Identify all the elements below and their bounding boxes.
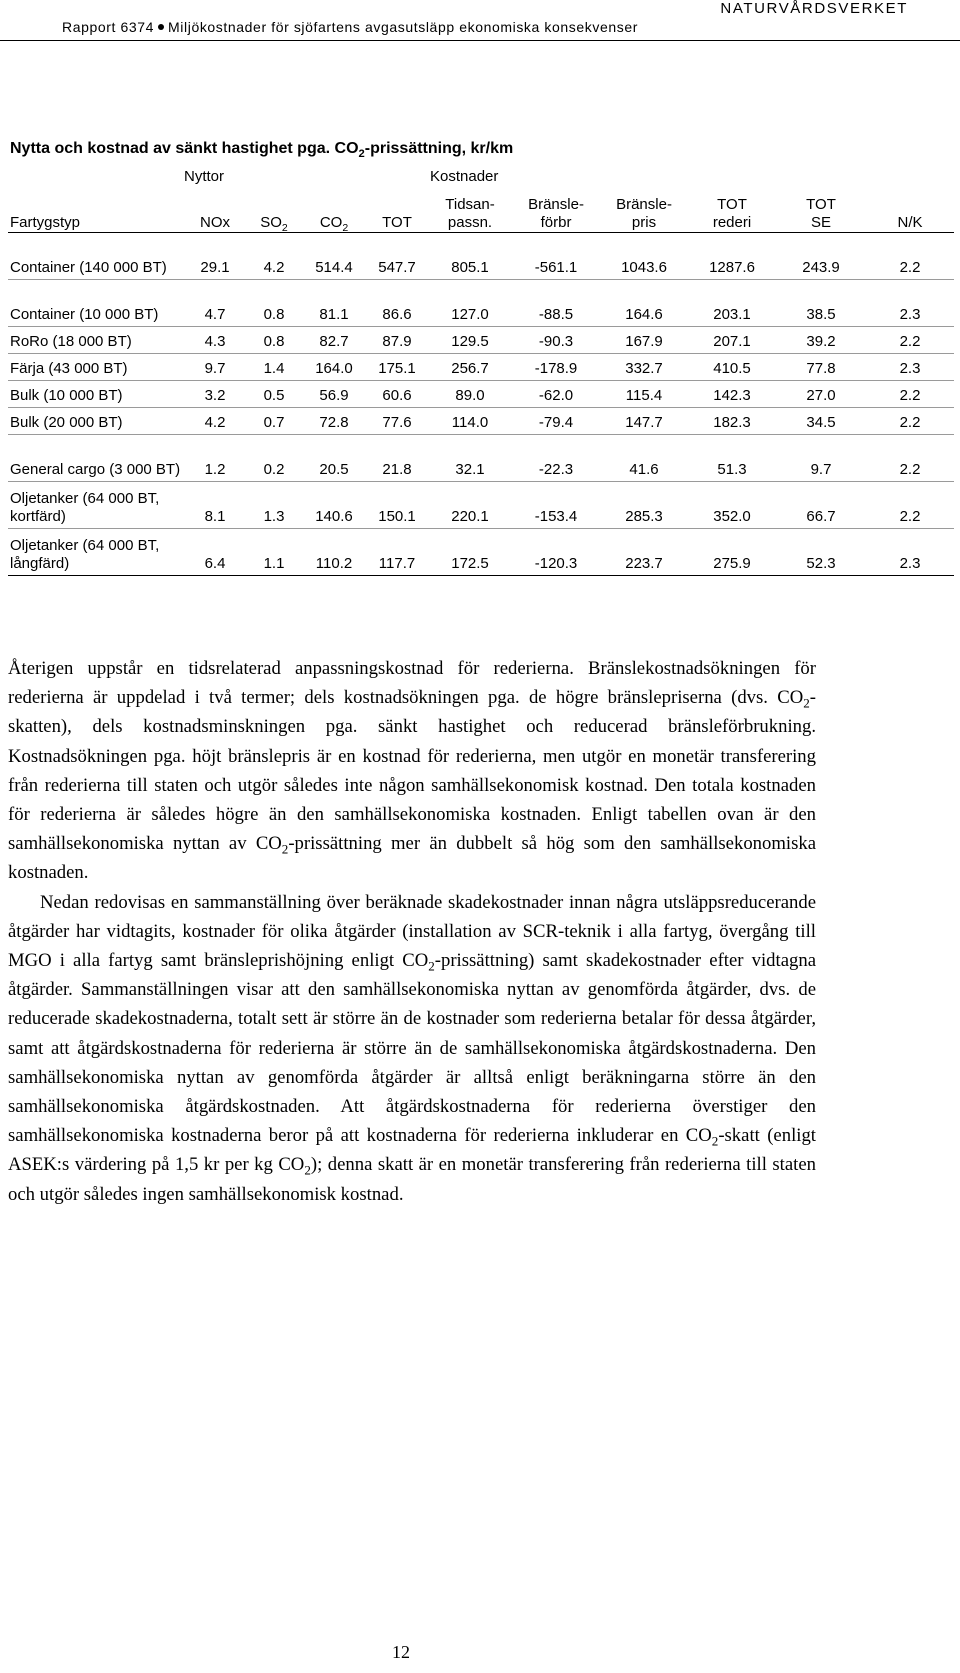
cell-pris: 332.7 [600,354,688,381]
table-row [8,327,954,354]
col-so2-text: SO [260,214,282,231]
cell-tidsan: 220.1 [428,482,512,529]
col-nk: N/K [897,214,923,231]
col-so2-sub: 2 [281,222,288,234]
cell-forbr: -79.4 [512,408,600,435]
cell-tidsan: 256.7 [428,354,512,381]
cell-rederi: 275.9 [688,529,776,576]
cell-rederi: 182.3 [688,408,776,435]
cell-se: 27.0 [776,381,866,408]
report-line [62,19,638,35]
cell-nk: 2.2 [866,435,954,482]
table-row [8,408,954,435]
cell-co2: 81.1 [302,280,366,327]
paragraph-1 [8,654,816,888]
cell-rederi: 51.3 [688,435,776,482]
cell-forbr: -178.9 [512,354,600,381]
report-number: Rapport 6374 [62,19,155,35]
cell-tidsan: 172.5 [428,529,512,576]
p2-part-d: ); denna skatt är en monetär transferering från rederierna till staten och utgör således ingen samhällsekonomisk kostnad. [8,1154,817,1205]
cell-rederi: 207.1 [688,327,776,354]
cell-tidsan: 805.1 [428,233,512,280]
cell-tidsan: 32.1 [428,435,512,482]
cell-tidsan: 89.0 [428,381,512,408]
table-row [8,529,954,576]
p1-part-a: Återigen uppstår en tidsrelaterad anpassningskostnad för rederierna. Bränslekostnadsökningen för rederierna är uppdelad i två termer; dels kostnadsökningen pga. de högre bränslepriserna (dvs. CO [8,658,816,709]
col-so2 [246,190,302,233]
cell-co2: 140.6 [302,482,366,529]
paragraph-2 [8,888,816,1209]
organization-name: NATURVÅRDSVERKET [720,0,908,17]
cell-nk: 2.2 [866,408,954,435]
cell-fartygstyp: Bulk (20 000 BT) [8,408,184,435]
cell-pris: 41.6 [600,435,688,482]
cell-co2: 82.7 [302,327,366,354]
cell-so2: 0.8 [246,280,302,327]
table-body [8,233,954,576]
cell-so2: 0.8 [246,327,302,354]
cell-se: 38.5 [776,280,866,327]
cell-pris: 115.4 [600,381,688,408]
cell-pris: 164.6 [600,280,688,327]
cell-so2: 4.2 [246,233,302,280]
cell-forbr: -22.3 [512,435,600,482]
cell-tot: 87.9 [366,327,428,354]
table-row [8,381,954,408]
cell-nox: 29.1 [184,233,246,280]
cell-fartygstyp: Oljetanker (64 000 BT, långfärd) [8,529,184,576]
table-column-header-row [8,190,954,233]
cell-fartygstyp: Färja (43 000 BT) [8,354,184,381]
cell-co2: 110.2 [302,529,366,576]
col-tot: TOT [382,214,412,231]
cost-benefit-table-container [8,166,954,576]
cell-co2: 164.0 [302,354,366,381]
table-row [8,280,954,327]
cell-pris: 223.7 [600,529,688,576]
cell-nk: 2.2 [866,482,954,529]
cell-se: 9.7 [776,435,866,482]
cell-pris: 1043.6 [600,233,688,280]
cell-nox: 6.4 [184,529,246,576]
p2-part-c: -skatt (enligt ASEK:s värdering på 1,5 kr per kg CO [8,1125,816,1176]
col-tidsanpassning: Tidsan- passn. [445,196,495,231]
cell-fartygstyp: Container (140 000 BT) [8,233,184,280]
cell-fartygstyp: Container (10 000 BT) [8,280,184,327]
cell-so2: 0.5 [246,381,302,408]
cell-nox: 1.2 [184,435,246,482]
cell-so2: 0.2 [246,435,302,482]
cell-nk: 2.3 [866,529,954,576]
table-title-text: Nytta och kostnad av sänkt hastighet pga. CO [10,140,359,157]
cell-nox: 4.7 [184,280,246,327]
cell-rederi: 410.5 [688,354,776,381]
cell-tot: 21.8 [366,435,428,482]
cell-nox: 4.3 [184,327,246,354]
cell-co2: 20.5 [302,435,366,482]
cell-co2: 72.8 [302,408,366,435]
col-co2-sub: 2 [342,222,349,234]
table-title [10,140,514,161]
cell-nk: 2.2 [866,233,954,280]
cell-rederi: 142.3 [688,381,776,408]
col-co2-text: CO [319,214,343,231]
p2-part-a: Nedan redovisas en sammanställning över beräknade skadekostnader innan några utsläppsreducerande åtgärder har vidtagits, kostnader för olika åtgärder (installation av SCR-teknik i alla fartyg, övergång till MGO i alla fartyg samt bränsleprishöjning enligt CO [8,891,816,972]
cell-se: 34.5 [776,408,866,435]
cell-forbr: -90.3 [512,327,600,354]
cell-forbr: -62.0 [512,381,600,408]
table-row [8,435,954,482]
table-row [8,354,954,381]
report-title: Miljökostnader för sjöfartens avgasutsläpp ekonomiska konsekvenser [168,19,638,35]
cell-tot: 77.6 [366,408,428,435]
cell-nox: 8.1 [184,482,246,529]
p2-sub-3: 2 [304,1163,311,1179]
table-group-header-row [8,166,954,190]
table-title-subscript: 2 [358,148,365,161]
cell-rederi: 352.0 [688,482,776,529]
group-nyttor: Nyttor [184,168,225,185]
page-number: 12 [392,1642,410,1662]
col-bransle-pris: Bränsle- pris [616,196,672,231]
cell-se: 243.9 [776,233,866,280]
cell-forbr: -120.3 [512,529,600,576]
cell-rederi: 1287.6 [688,233,776,280]
cell-se: 66.7 [776,482,866,529]
cell-pris: 285.3 [600,482,688,529]
p2-sub-2: 2 [711,1133,719,1149]
cell-forbr: -88.5 [512,280,600,327]
col-bransle-forbrukning: Bränsle- förbr [528,196,584,231]
cell-fartygstyp: Bulk (10 000 BT) [8,381,184,408]
body-text [8,654,816,1209]
cell-se: 52.3 [776,529,866,576]
cell-forbr: -561.1 [512,233,600,280]
cell-tot: 86.6 [366,280,428,327]
cell-pris: 147.7 [600,408,688,435]
col-fartygstyp: Fartygstyp [10,214,81,231]
cell-so2: 1.4 [246,354,302,381]
col-tot-se: TOT SE [806,196,836,231]
cell-nox: 4.2 [184,408,246,435]
table-row [8,482,954,529]
cell-tot: 150.1 [366,482,428,529]
cell-nox: 3.2 [184,381,246,408]
p2-part-b: -prissättning) samt skadekostnader efter vidtagna åtgärder. Sammanställningen visar att den samhällsekonomiska nyttan av genomförda åtgärder, dvs. de reducerade skadekostnaderna, totalt sett är större än de kostnader som rederierna betalar för dessa åtgärder, samt att åtgärdskostnaderna för rederierna är större än de samhällsekonomiska åtgärdskostnaderna. Den samhällsekonomiska nyttan av genomförda åtgärder är alltså enligt beräkningarna större än den samhällsekonomiska åtgärdskostnaden. Att åtgärdskostnaderna för rederierna överstiger den samhällsekonomiska kostnaderna beror på att kostnaderna för rederierna inkluderar en CO [8,950,816,1147]
cost-benefit-table [8,166,954,576]
col-co2 [302,190,366,233]
table-title-suffix: -prissättning, kr/km [364,140,514,157]
cell-nk: 2.2 [866,381,954,408]
cell-so2: 0.7 [246,408,302,435]
p1-part-c: -prissättning mer än dubbelt så hög som den samhällsekonomiska kostnaden. [8,833,816,884]
p2-sub-1: 2 [428,958,435,974]
cell-rederi: 203.1 [688,280,776,327]
cell-co2: 514.4 [302,233,366,280]
cell-forbr: -153.4 [512,482,600,529]
cell-fartygstyp: RoRo (18 000 BT) [8,327,184,354]
header-divider [0,40,960,41]
cell-tot: 547.7 [366,233,428,280]
cell-se: 39.2 [776,327,866,354]
p1-sub-1: 2 [803,695,810,711]
p1-part-b: -skatten), dels kostnadsminskningen pga. sänkt hastighet och reducerad bränsleförbrukning. Kostnadsökningen pga. höjt bränslepris är en kostnad för rederierna, men utgör en monetär transferering från rederierna till staten och utgör således inte någon samhällsekonomisk kostnad. Den totala kostnaden för rederierna är således högre än den samhällsekonomiska kostnaden. Enligt tabellen ovan är den samhällsekonomiska nyttan av CO [8,687,816,855]
cell-nk: 2.2 [866,327,954,354]
cell-nox: 9.7 [184,354,246,381]
cell-nk: 2.3 [866,354,954,381]
cell-fartygstyp: Oljetanker (64 000 BT, kortfärd) [8,482,184,529]
cell-tot: 60.6 [366,381,428,408]
cell-nk: 2.3 [866,280,954,327]
cell-co2: 56.9 [302,381,366,408]
cell-se: 77.8 [776,354,866,381]
cell-so2: 1.1 [246,529,302,576]
cell-tidsan: 129.5 [428,327,512,354]
cell-tidsan: 114.0 [428,408,512,435]
cell-fartygstyp: General cargo (3 000 BT) [8,435,184,482]
p1-sub-2: 2 [281,841,289,857]
table-row [8,233,954,280]
col-nox: NOx [200,214,230,231]
group-kostnader: Kostnader [430,168,499,185]
cell-so2: 1.3 [246,482,302,529]
cell-pris: 167.9 [600,327,688,354]
cell-tidsan: 127.0 [428,280,512,327]
cell-tot: 117.7 [366,529,428,576]
col-tot-rederi: TOT rederi [712,196,752,231]
cell-tot: 175.1 [366,354,428,381]
bullet-icon [158,24,164,30]
